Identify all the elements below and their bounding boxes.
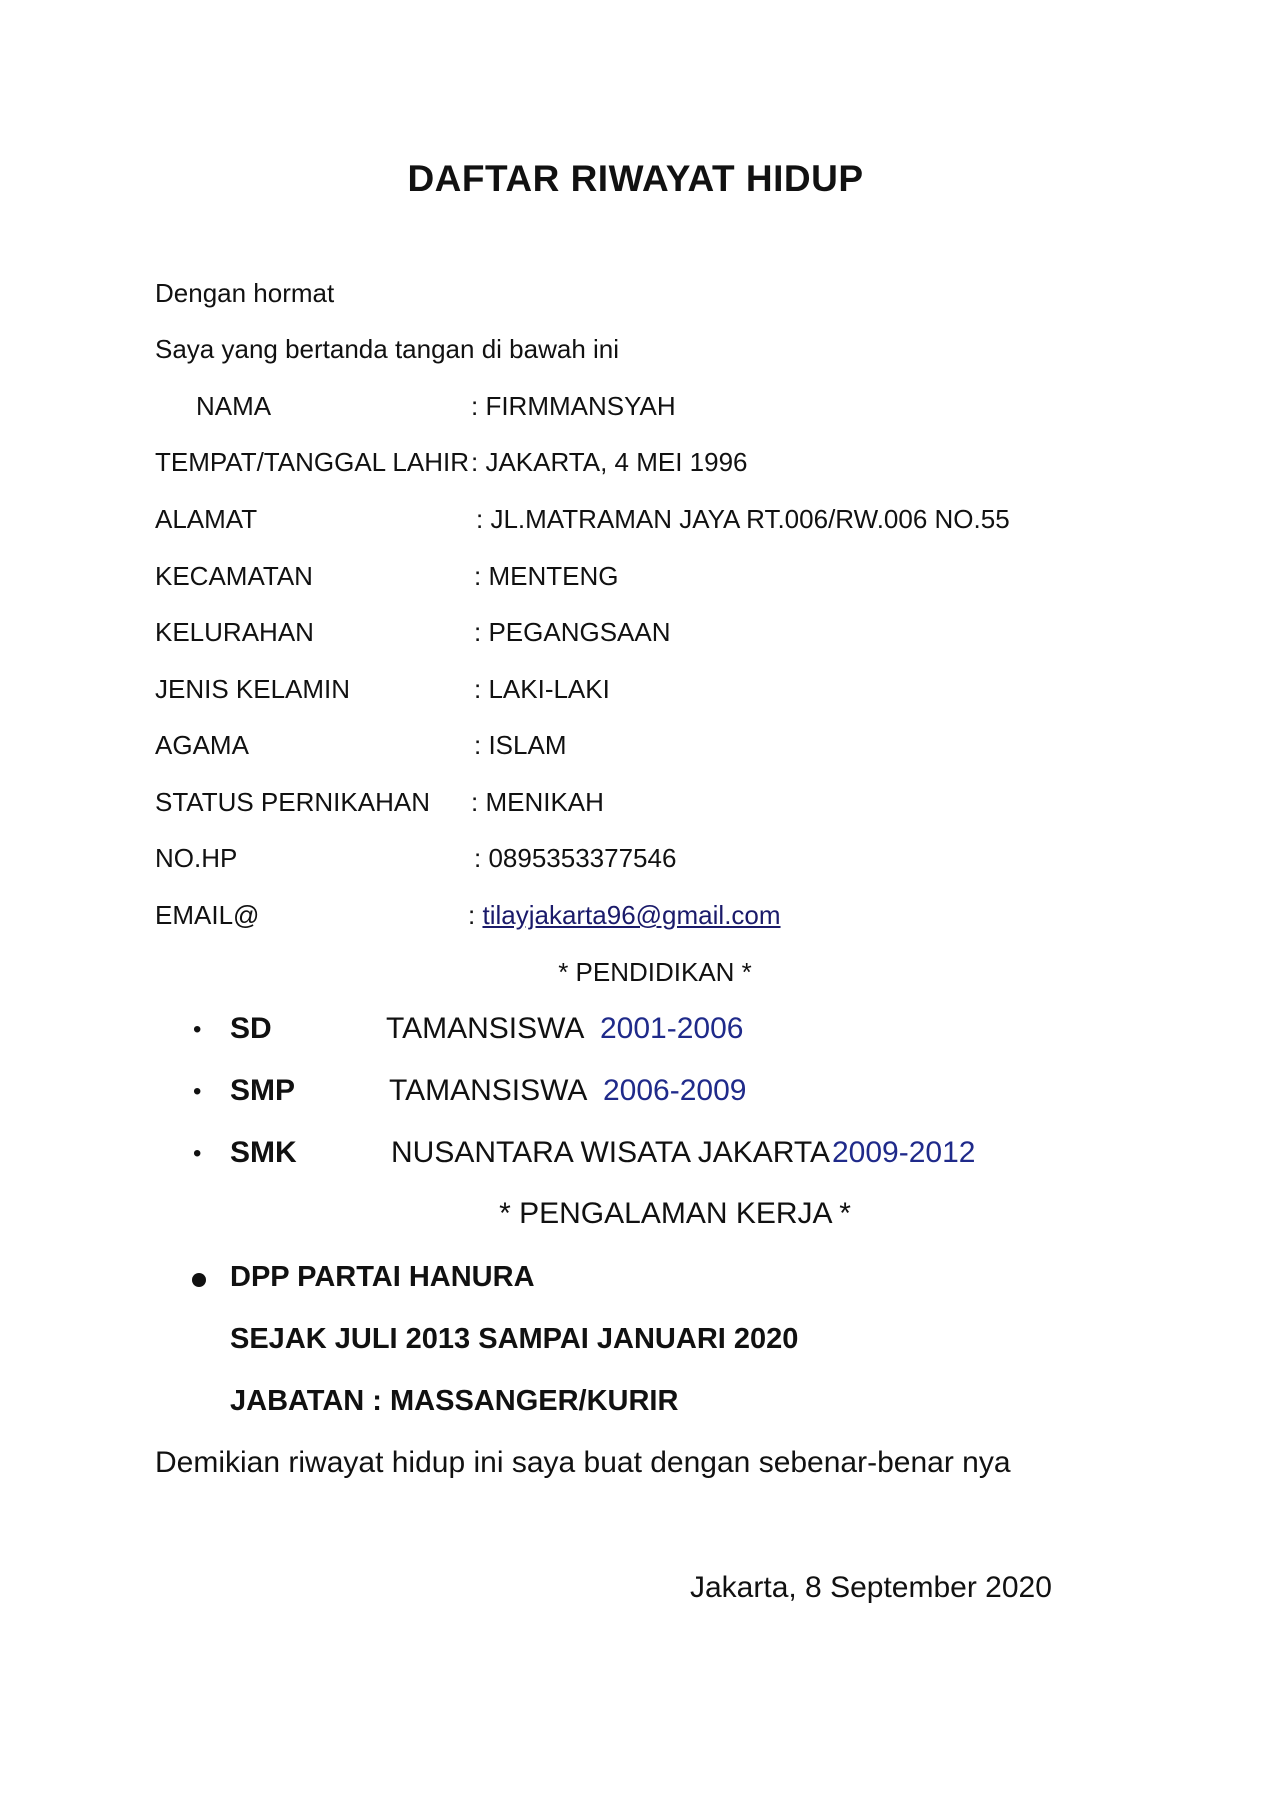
field-value-ttl: : JAKARTA, 4 MEI 1996 [471, 447, 748, 477]
edu-level-smp: SMP [230, 1074, 296, 1107]
bullet-icon: • [193, 1016, 202, 1043]
field-value-jenis-kelamin: : LAKI-LAKI [474, 674, 610, 704]
field-label-ttl: TEMPAT/TANGGAL LAHIR [155, 447, 469, 477]
edu-level-sd: SD [230, 1012, 272, 1045]
edu-years-smk: 2009-2012 [832, 1136, 976, 1169]
email-link[interactable]: tilayjakarta96@gmail.com [482, 900, 781, 930]
edu-school-sd: TAMANSISWA [386, 1012, 585, 1045]
field-value-nohp: : 0895353377546 [474, 843, 677, 873]
field-label-alamat: ALAMAT [155, 504, 258, 534]
field-value-kelurahan: : PEGANGSAAN [474, 617, 671, 647]
work-heading: * PENGALAMAN KERJA * [499, 1197, 851, 1230]
field-value-email [468, 900, 781, 931]
intro-text: Saya yang bertanda tangan di bawah ini [155, 334, 620, 364]
work-company: DPP PARTAI HANURA [230, 1261, 535, 1293]
work-position: JABATAN : MASSANGER/KURIR [230, 1385, 679, 1417]
field-value-alamat: : JL.MATRAMAN JAYA RT.006/RW.006 NO.55 [476, 504, 1010, 534]
field-label-agama: AGAMA [155, 730, 249, 760]
field-label-jenis-kelamin: JENIS KELAMIN [155, 674, 351, 704]
edu-level-smk: SMK [230, 1136, 297, 1169]
bullet-icon [192, 1273, 206, 1287]
field-value-kecamatan: : MENTENG [474, 561, 619, 591]
place-date: Jakarta, 8 September 2020 [690, 1571, 1052, 1604]
bullet-icon: • [193, 1078, 202, 1105]
email-colon: : [468, 900, 476, 930]
field-label-nama: NAMA [196, 391, 272, 421]
work-period: SEJAK JULI 2013 SAMPAI JANUARI 2020 [230, 1323, 799, 1355]
field-value-agama: : ISLAM [474, 730, 567, 760]
field-label-kelurahan: KELURAHAN [155, 617, 314, 647]
bullet-icon: • [193, 1140, 202, 1167]
edu-years-smp: 2006-2009 [603, 1074, 747, 1107]
field-value-nama: : FIRMMANSYAH [471, 391, 676, 421]
edu-years-sd: 2001-2006 [600, 1012, 744, 1045]
education-heading: * PENDIDIKAN * [558, 957, 752, 987]
field-label-kecamatan: KECAMATAN [155, 561, 313, 591]
field-label-status: STATUS PERNIKAHAN [155, 787, 430, 817]
edu-school-smp: TAMANSISWA [389, 1074, 588, 1107]
edu-school-smk: NUSANTARA WISATA JAKARTA [391, 1136, 830, 1169]
document-title: DAFTAR RIWAYAT HIDUP [407, 158, 864, 199]
greeting: Dengan hormat [155, 278, 335, 308]
closing-statement: Demikian riwayat hidup ini saya buat dengan sebenar-benar nya [155, 1446, 1011, 1479]
field-label-email: EMAIL@ [155, 900, 260, 930]
field-label-nohp: NO.HP [155, 843, 238, 873]
field-value-status: : MENIKAH [471, 787, 604, 817]
